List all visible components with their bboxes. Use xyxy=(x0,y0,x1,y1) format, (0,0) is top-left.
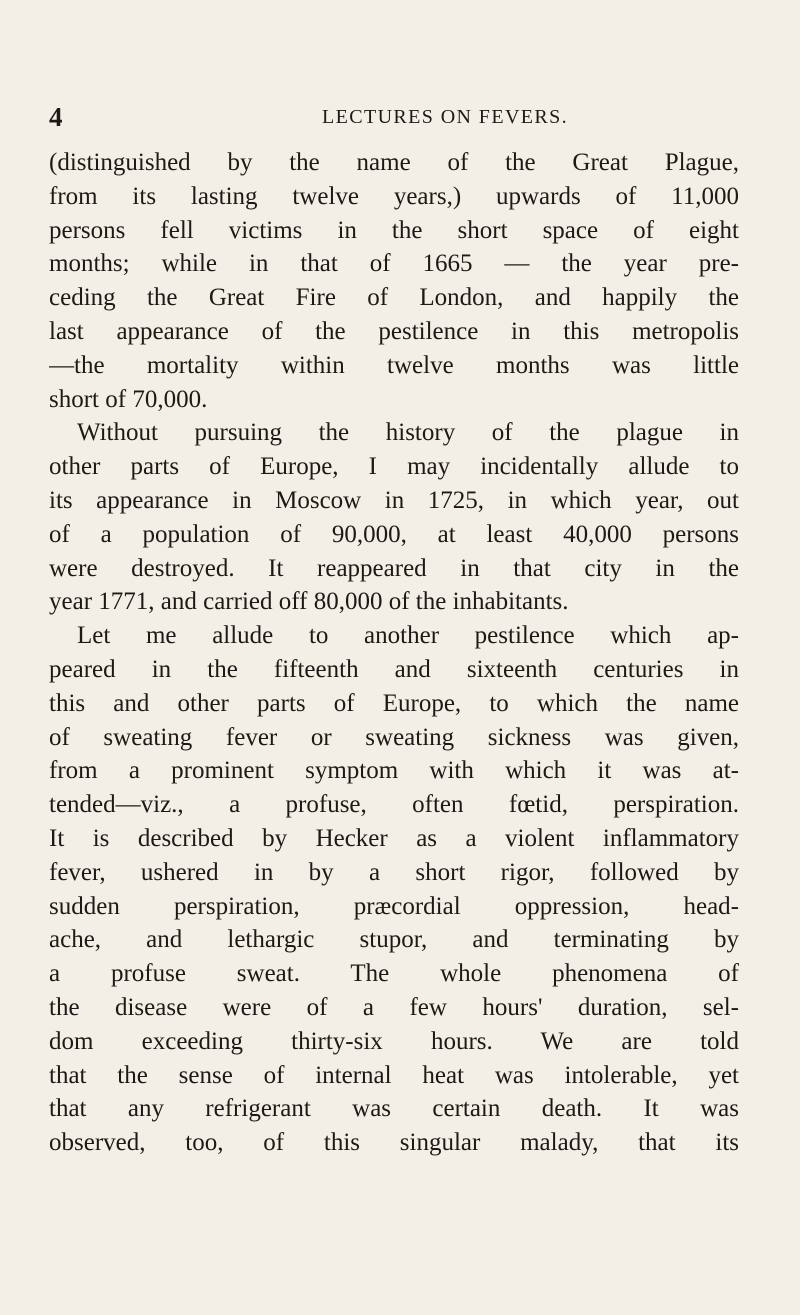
text-line: sudden perspiration, præcordial oppression, head- xyxy=(49,892,739,920)
text-line: last appearance of the pestilence in this metropolis xyxy=(49,317,739,345)
text-line: its appearance in Moscow in 1725, in which year, out xyxy=(49,486,739,514)
text-line: short of 70,000. xyxy=(49,385,208,413)
text-line: the disease were of a few hours' duration, sel- xyxy=(49,993,739,1021)
text-line: peared in the fifteenth and sixteenth centuries in xyxy=(49,655,739,683)
text-line: (distinguished by the name of the Great Plague, xyxy=(49,149,739,176)
text-line: Without pursuing the history of the plague in xyxy=(77,419,739,447)
text-line: tended—viz., a profuse, often fœtid, perspiration. xyxy=(49,791,739,819)
text-line: —the mortality within twelve months was little xyxy=(49,351,739,379)
text-line: fever, ushered in by a short rigor, followed by xyxy=(49,858,739,886)
text-line: dom exceeding thirty-six hours. We are told xyxy=(49,1027,739,1055)
text-line: other parts of Europe, I may incidentally allude to xyxy=(49,453,739,481)
text-line: months; while in that of 1665 — the year pre- xyxy=(49,250,739,278)
running-title: LECTURES ON FEVERS. xyxy=(322,106,569,128)
text-line: of sweating fever or sweating sickness was given, xyxy=(49,723,739,751)
text-line: a profuse sweat. The whole phenomena of xyxy=(49,960,739,988)
text-line: ache, and lethargic stupor, and terminating by xyxy=(49,926,739,954)
text-line: of a population of 90,000, at least 40,000 persons xyxy=(49,520,739,548)
page-number: 4 xyxy=(49,102,63,132)
text-line: were destroyed. It reappeared in that city in the xyxy=(49,554,739,582)
text-line: It is described by Hecker as a violent inflammatory xyxy=(49,824,739,852)
text-line: persons fell victims in the short space of eight xyxy=(49,216,739,244)
text-line: Let me allude to another pestilence which ap- xyxy=(77,622,739,650)
text-line: from its lasting twelve years,) upwards of 11,000 xyxy=(49,182,739,210)
text-line: that any refrigerant was certain death. It was xyxy=(49,1095,739,1123)
text-line: that the sense of internal heat was intolerable, yet xyxy=(49,1061,739,1089)
text-line: observed, too, of this singular malady, that its xyxy=(49,1129,739,1157)
text-line: ceding the Great Fire of London, and happily the xyxy=(49,284,739,312)
page-header xyxy=(49,102,739,132)
text-line: this and other parts of Europe, to which the name xyxy=(49,689,739,717)
body-text xyxy=(49,146,739,1160)
text-line: from a prominent symptom with which it was at- xyxy=(49,757,739,785)
text-line: year 1771, and carried off 80,000 of the inhabitants. xyxy=(49,588,569,616)
